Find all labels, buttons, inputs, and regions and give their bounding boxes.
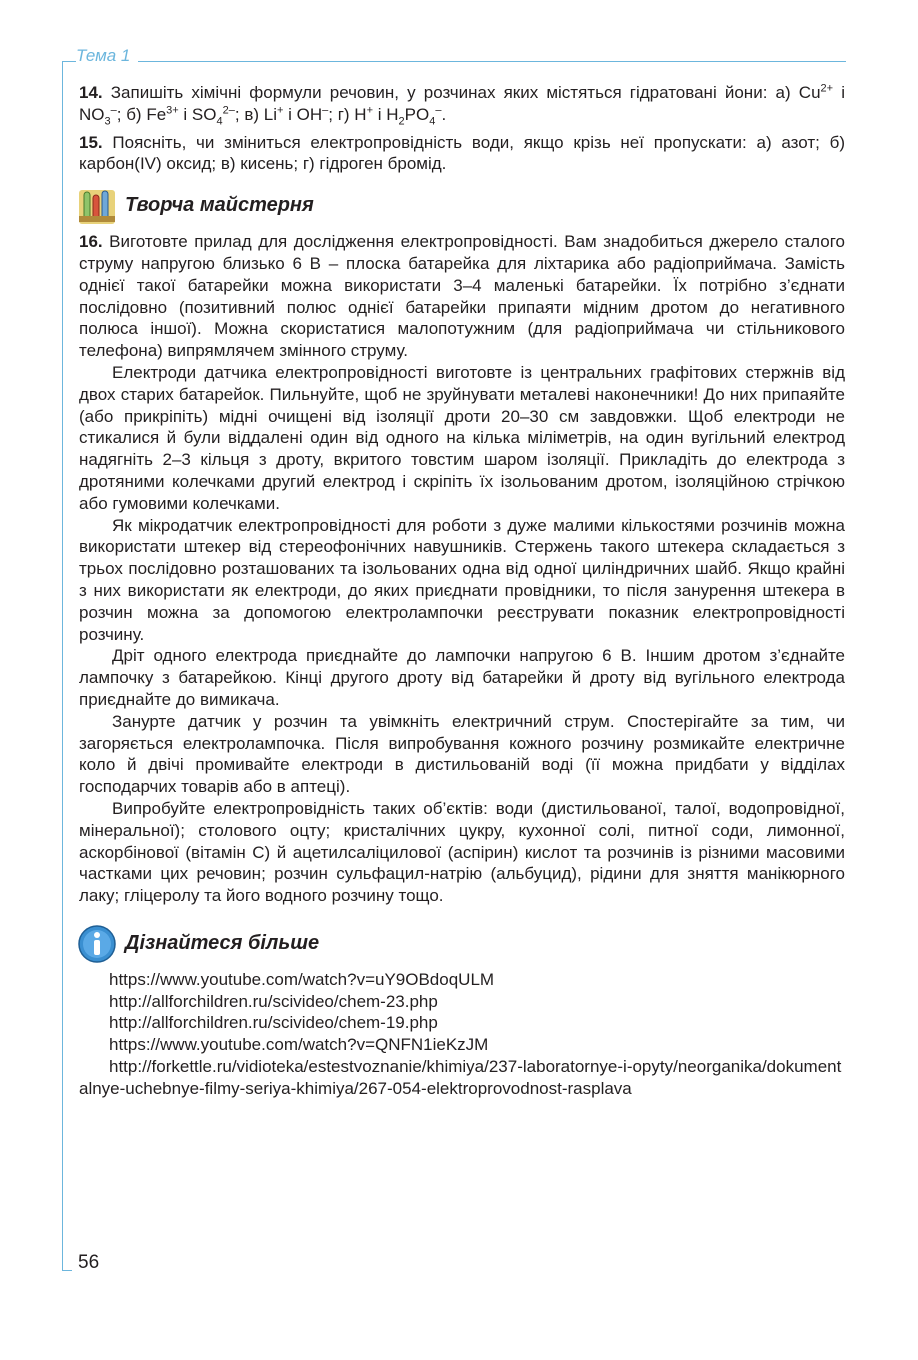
- exercise-number: 16.: [79, 232, 103, 252]
- exercise-15: 15. Поясніть, чи зміниться електропровідність води, якщо крізь неї пропускати: а) азот; б) карбон(IV) оксид; в) кисень; г) гідроген бромід.: [79, 132, 845, 174]
- margin-rule: [62, 61, 63, 1271]
- workshop-heading: [77, 185, 845, 227]
- workshop-title: Творча майстерня: [125, 194, 314, 217]
- header-rule: [62, 61, 846, 62]
- link-item[interactable]: http://allforchildren.ru/scivideo/chem-19.php: [109, 1013, 438, 1033]
- paragraph: Як мікродатчик електропровідності для роботи з дуже малими кількостями розчинів можна використати штекер від стереофонічних навушників. Стержень такого штекера складається з трьох послідовно розташованих та ізольованих одна від одної циліндричних шайб. Якщо крайні з них використати як електроди, до яких приєднати провідники, то після занурення штекера в розчин можна за допомогою електролампочки реєструвати показник електропровідності розчину.: [79, 515, 845, 644]
- paragraph: Дріт одного електрода приєднайте до лампочки напругою 6 В. Іншим дротом з’єднайте лампочку з батарейкою. Кінці другого дроту від батарейки й дроту від вугільного електрода приєднайте до вимикача.: [79, 646, 845, 709]
- page-number: 56: [78, 1252, 100, 1273]
- learn-more-title: Дізнайтеся більше: [125, 931, 320, 954]
- page-content: [79, 82, 845, 1100]
- topic-label: Тема 1: [76, 46, 138, 66]
- learn-more-heading: [77, 923, 845, 965]
- footer-tick: [62, 1270, 72, 1271]
- link-item[interactable]: http://forkettle.ru/vidioteka/estestvoznanie/khimiya/237-laboratornye-i-opyty/neorganika/dokumentalnye-uchebnye-filmy-seriya-khimiya/267-054-elektroprovodnost-rasplava: [79, 1057, 842, 1098]
- link-list: [79, 969, 845, 1100]
- link-item[interactable]: https://www.youtube.com/watch?v=QNFN1ieKzJM: [109, 1035, 489, 1055]
- link-item[interactable]: https://www.youtube.com/watch?v=uY9OBdoqULM: [109, 969, 495, 989]
- exercise-number: 14.: [79, 83, 103, 102]
- paragraph: Електроди датчика електропровідності виготовте із центральних графітових стержнів від двох старих батарейок. Пильнуйте, щоб не зруйнувати металеві наконечники! До них припаяйте (або прикріпіть) мідні очищені від ізоляції дроти 20–30 см завдовжки. Щоб електроди не стикалися й були віддалені один від одного на кілька міліметрів, на один вугільний електрод надягніть 2–3 кільця з дроту, вкритого товстим шаром ізоляції. Прикладіть до електрода з дротяними колечками другий електрод і скріпіть їх ізольованим дротом, ізоляційною стрічкою або гумовими колечками.: [79, 362, 845, 513]
- info-icon: [77, 924, 117, 964]
- exercise-14: 14. Запишіть хімічні формули речовин, у розчинах яких містяться гідратовані йони: а) $Cu^{2+}$ і $NO_3^-$; б) $Fe^{3+}$ і $SO_4^{2-}$; в) Li+ і OH–; г) H+ і $H_2PO_4^-$.: [79, 82, 845, 128]
- exercise-16-intro: 16. Виготовте прилад для дослідження електропровідності. Вам знадобиться джерело сталого струму напругою близько 6 В – плоска батарейка для ліхтарика або радіоприймача. Замість однієї такої батарейки можна використати 3–4 маленькі батарейки. Їх потрібно з’єднати послідовно (позитивний полюс однієї батарейки припаяти мідним дротом до негативного полюса іншої). Можна скористатися малопотужним (для радіоприймача чи стільникового телефона) випрямлячем змінного струму.: [79, 232, 845, 361]
- test-tubes-icon: [77, 186, 117, 226]
- paragraph: Занурте датчик у розчин та увімкніть електричний струм. Спостерігайте за тим, чи загоряється електролампочка. Після випробування кожного розчину розмикайте електричне коло й двічі промивайте електроди в дистильованій воді (її можна придбати у відділах господарчих товарів або в аптеці).: [79, 711, 845, 797]
- paragraph: Випробуйте електропровідність таких об’єктів: води (дистильованої, талої, водопровідної, мінеральної); столового оцту; кристалічних цукру, кухонної солі, питної соди, лимонної, аскорбінової (вітамін С) й ацетилсаліцилової (аспірин) кислот та розчинів із різними масовими частками цих речовин; розчин сульфацил-натрію (альбуцид), рідини для зняття манікюрного лаку; гліцеролу та його водного розчину тощо.: [79, 798, 845, 906]
- exercise-number: 15.: [79, 132, 103, 152]
- link-item[interactable]: http://allforchildren.ru/scivideo/chem-23.php: [109, 991, 438, 1011]
